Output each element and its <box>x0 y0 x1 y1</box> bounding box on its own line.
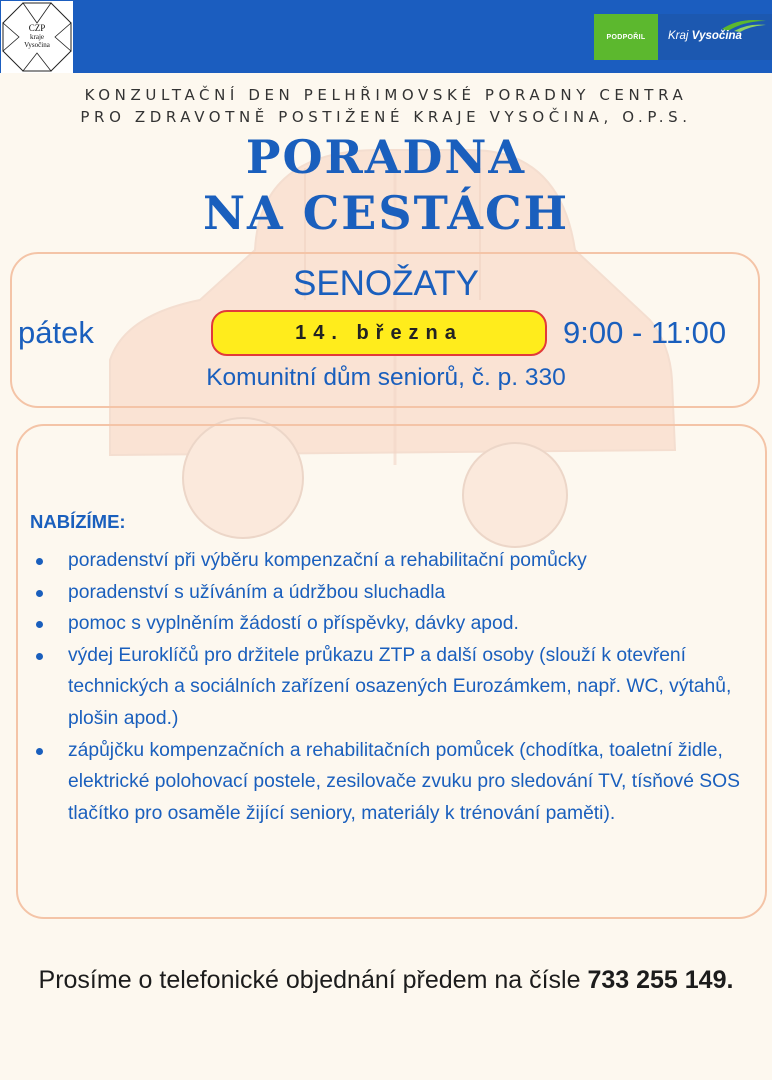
region-logo <box>658 14 772 60</box>
list-item: pomoc s vyplněním žádostí o příspěvky, dávky apod. <box>30 608 750 640</box>
sponsor-label: PODPOŘIL <box>594 14 658 60</box>
footer-note <box>0 966 772 995</box>
event-place: Komunitní dům seniorů, č. p. 330 <box>206 364 566 391</box>
offer-heading: NABÍZÍME: <box>30 511 126 532</box>
event-town: SENOŽATY <box>292 264 480 303</box>
logo-line-3: Vysočina <box>24 41 50 49</box>
logo-line-2: kraje <box>30 33 44 41</box>
subtitle-line-1: KONZULTAČNÍ DEN PELHŘIMOVSKÉ PORADNY CENTRA <box>84 86 688 104</box>
phone-number: 733 255 149. <box>587 966 734 994</box>
offer-list <box>30 545 750 829</box>
title-line-2: NA CESTÁCH <box>202 186 570 240</box>
logo-line-1: CZP <box>28 23 46 33</box>
event-day: pátek <box>18 315 94 350</box>
list-item: zápůjčku kompenzačních a rehabilitačních pomůcek (chodítka, toaletní židle, elektrické polohovací postele, zesilovače zvuku pro sledování TV, tísňové SOS tlačítko pro osaměle žijící seniory, materiály k trénování paměti). <box>30 735 750 830</box>
sponsor-logo <box>594 14 772 60</box>
czp-logo <box>1 1 73 73</box>
list-item: poradenství s užíváním a údržbou sluchadla <box>30 577 750 609</box>
list-item: poradenství při výběru kompenzační a rehabilitační pomůcky <box>30 545 750 577</box>
footer-text: Prosíme o telefonické objednání předem na čísle <box>38 966 581 994</box>
region-prefix: Kraj <box>668 30 689 42</box>
list-item: výdej Euroklíčů pro držitele průkazu ZTP a další osoby (slouží k otevření technických a sociálních zařízení osazených Eurozámkem, např. WC, výtahů, plošin apod.) <box>30 640 750 735</box>
event-date: 14. března <box>211 310 547 356</box>
event-time: 9:00 - 11:00 <box>563 315 727 350</box>
region-name: Vysočina <box>691 30 742 42</box>
title-line-1: PORADNA <box>245 130 527 184</box>
subtitle-line-2: PRO ZDRAVOTNĚ POSTIŽENÉ KRAJE VYSOČINA, O.P.S. <box>80 108 692 126</box>
